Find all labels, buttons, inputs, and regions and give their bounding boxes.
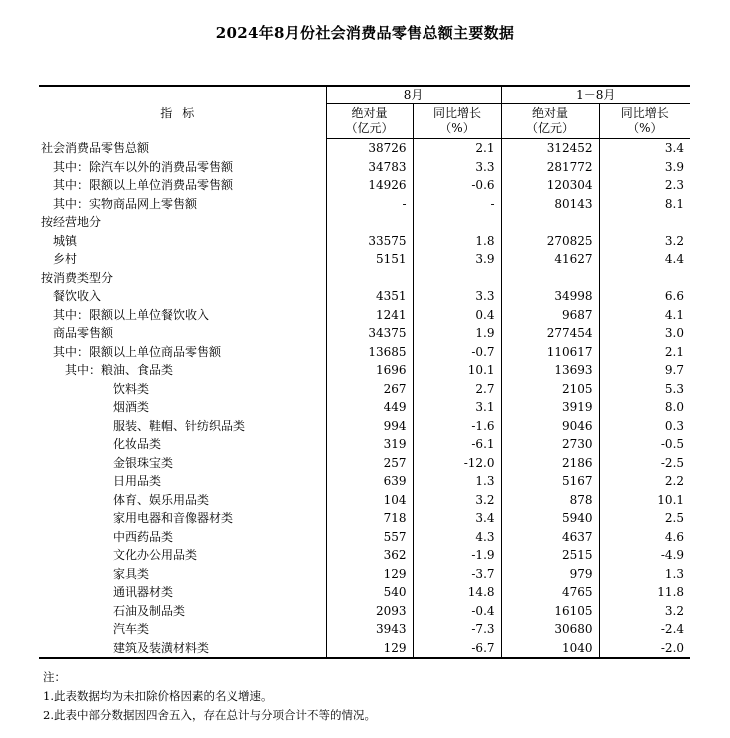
month-yoy-value: 3.3 — [413, 158, 501, 177]
month-yoy-value: 2.1 — [413, 139, 501, 158]
cumulative-yoy-value: 3.0 — [599, 324, 690, 343]
row-name: 其中：限额以上单位餐饮收入 — [39, 306, 326, 325]
note-2: 2.此表中部分数据因四舍五入，存在总计与分项合计不等的情况。 — [43, 708, 376, 722]
table-row — [39, 380, 690, 399]
month-abs-value — [326, 269, 413, 288]
table-row — [39, 269, 690, 288]
table-row — [39, 250, 690, 269]
cumulative-abs-value — [501, 269, 599, 288]
cumulative-yoy-value — [599, 269, 690, 288]
month-yoy-value: -0.4 — [413, 602, 501, 621]
month-yoy-value: -0.6 — [413, 176, 501, 195]
cumulative-abs-value: 9687 — [501, 306, 599, 325]
month-abs-value: 5151 — [375, 252, 407, 266]
cumulative-abs-value: 2730 — [501, 435, 599, 454]
table-row — [39, 472, 690, 491]
cumulative-yoy-value: 6.6 — [599, 287, 690, 306]
month-abs-value: 14926 — [368, 178, 407, 192]
cumulative-abs-header — [501, 104, 599, 139]
month-abs-value: 1241 — [375, 307, 407, 322]
cumulative-abs-value: 80143 — [501, 195, 599, 214]
month-abs-value: 319 — [383, 437, 407, 451]
row-name: 其中：粮油、食品类 — [39, 361, 326, 380]
month-abs-value: 557 — [383, 529, 407, 544]
cumulative-yoy-value: 8.1 — [599, 195, 690, 214]
month-yoy-header — [413, 104, 501, 139]
cumulative-yoy-value: 2.5 — [599, 509, 690, 528]
row-name: 体育、娱乐用品类 — [39, 491, 326, 510]
cumulative-yoy-header — [599, 104, 690, 139]
header-row-groups — [39, 86, 690, 104]
month-yoy-value: -1.6 — [413, 417, 501, 436]
month-abs-value: 540 — [383, 585, 407, 599]
row-name: 按消费类型分 — [39, 269, 326, 288]
month-yoy-value: 0.4 — [413, 306, 501, 325]
month-yoy-value: 3.1 — [413, 398, 501, 417]
row-name: 社会消费品零售总额 — [39, 139, 326, 158]
table-row — [39, 158, 690, 177]
month-abs-value: 718 — [383, 511, 407, 525]
page-title: 2024年8月份社会消费品零售总额主要数据 — [215, 24, 515, 42]
row-name: 其中：限额以上单位消费品零售额 — [39, 176, 326, 195]
month-yoy-value: -3.7 — [413, 565, 501, 584]
row-name: 石油及制品类 — [39, 602, 326, 621]
month-abs-unit: （亿元） — [345, 121, 394, 135]
cumulative-yoy-value: 4.4 — [599, 250, 690, 269]
cumulative-yoy-value: 11.8 — [599, 583, 690, 602]
retail-sales-table — [39, 85, 690, 659]
row-name: 建筑及装潢材料类 — [39, 639, 326, 659]
cumulative-yoy-value: -2.4 — [599, 620, 690, 639]
cumulative-abs-value: 281772 — [501, 158, 599, 177]
cumulative-yoy-value: 3.2 — [599, 232, 690, 251]
month-yoy-value: 3.4 — [413, 509, 501, 528]
cumulative-abs-value: 2105 — [501, 380, 599, 399]
month-yoy-label: 同比增长 — [433, 106, 482, 120]
cumulative-yoy-value: 10.1 — [599, 491, 690, 510]
row-name: 通讯器材类 — [39, 583, 326, 602]
month-abs-value: 104 — [383, 492, 407, 507]
cumulative-group-header: 1－8月 — [501, 86, 690, 104]
table-row — [39, 639, 690, 659]
row-name: 烟酒类 — [39, 398, 326, 417]
cumulative-abs-value: 13693 — [501, 361, 599, 380]
month-yoy-unit: （%） — [439, 121, 475, 135]
cumulative-yoy-value: -4.9 — [599, 546, 690, 565]
footnotes — [43, 668, 376, 725]
month-group-header: 8月 — [326, 86, 501, 104]
cumulative-abs-unit: （亿元） — [526, 121, 575, 135]
month-abs-value — [326, 213, 413, 232]
month-yoy-value: 1.9 — [413, 324, 501, 343]
table-row — [39, 306, 690, 325]
month-yoy-value: 2.7 — [413, 380, 501, 399]
table-row — [39, 509, 690, 528]
month-yoy-value: -6.1 — [413, 435, 501, 454]
month-abs-value: 129 — [383, 566, 407, 581]
month-abs-value: 129 — [326, 639, 413, 659]
month-yoy-value: -6.7 — [413, 639, 501, 659]
cumulative-abs-value: 120304 — [501, 176, 599, 195]
cumulative-abs-value: 312452 — [501, 139, 599, 158]
month-abs-value: 362 — [383, 548, 407, 562]
cumulative-yoy-value: 2.3 — [599, 176, 690, 195]
month-yoy-value: 1.3 — [413, 472, 501, 491]
row-name: 服装、鞋帽、针纺织品类 — [39, 417, 326, 436]
cumulative-yoy-value: 9.7 — [599, 361, 690, 380]
cumulative-yoy-label: 同比增长 — [620, 106, 669, 120]
month-abs-value: - — [402, 196, 407, 211]
month-yoy-value: 3.3 — [413, 287, 501, 306]
note-1: 1.此表数据均为未扣除价格因素的名义增速。 — [43, 689, 273, 703]
cumulative-abs-value — [501, 213, 599, 232]
cumulative-abs-value: 2515 — [501, 546, 599, 565]
month-abs-value: 267 — [383, 381, 407, 396]
month-abs-value: 34375 — [368, 326, 407, 340]
month-abs-value: 1696 — [375, 363, 407, 377]
row-name: 其中：除汽车以外的消费品零售额 — [39, 158, 326, 177]
table-row — [39, 491, 690, 510]
row-name: 城镇 — [39, 232, 326, 251]
cumulative-abs-value: 16105 — [501, 602, 599, 621]
row-name: 金银珠宝类 — [39, 454, 326, 473]
table-row — [39, 232, 690, 251]
table-row — [39, 602, 690, 621]
cumulative-yoy-value: 1.3 — [599, 565, 690, 584]
cumulative-abs-value: 979 — [501, 565, 599, 584]
cumulative-yoy-value: 5.3 — [599, 380, 690, 399]
month-yoy-value: 3.9 — [413, 250, 501, 269]
cumulative-yoy-value: 3.9 — [599, 158, 690, 177]
table-row — [39, 565, 690, 584]
cumulative-abs-value: 110617 — [501, 343, 599, 362]
row-name: 文化办公用品类 — [39, 546, 326, 565]
table-row — [39, 620, 690, 639]
table-row — [39, 213, 690, 232]
cumulative-yoy-value: 2.1 — [599, 343, 690, 362]
cumulative-abs-label: 绝对量 — [532, 106, 569, 120]
table-row — [39, 324, 690, 343]
cumulative-abs-value: 270825 — [501, 232, 599, 251]
month-abs-value: 34783 — [368, 159, 407, 174]
cumulative-abs-value: 9046 — [501, 417, 599, 436]
cumulative-yoy-value: 4.1 — [599, 306, 690, 325]
table-row — [39, 417, 690, 436]
row-name: 日用品类 — [39, 472, 326, 491]
month-abs-value: 13685 — [368, 344, 407, 359]
row-name: 乡村 — [39, 250, 326, 269]
row-name: 家具类 — [39, 565, 326, 584]
cumulative-abs-value: 34998 — [501, 287, 599, 306]
month-yoy-value: -0.7 — [413, 343, 501, 362]
table-body — [39, 139, 690, 659]
cumulative-yoy-value — [599, 213, 690, 232]
indicator-header: 指标 — [39, 86, 326, 139]
month-yoy-value: 4.3 — [413, 528, 501, 547]
month-abs-value: 639 — [383, 474, 407, 488]
month-abs-value: 33575 — [368, 233, 407, 248]
table-row — [39, 139, 690, 158]
row-name: 中西药品类 — [39, 528, 326, 547]
month-yoy-value: 10.1 — [413, 361, 501, 380]
cumulative-yoy-value: 2.2 — [599, 472, 690, 491]
month-yoy-value: 14.8 — [413, 583, 501, 602]
row-name: 按经营地分 — [39, 213, 326, 232]
cumulative-abs-value: 4765 — [501, 583, 599, 602]
row-name: 饮料类 — [39, 380, 326, 399]
table-row — [39, 176, 690, 195]
cumulative-yoy-value: -2.5 — [599, 454, 690, 473]
row-name: 汽车类 — [39, 620, 326, 639]
cumulative-abs-value: 41627 — [501, 250, 599, 269]
month-yoy-value — [413, 269, 501, 288]
month-yoy-value — [413, 213, 501, 232]
cumulative-yoy-unit: （%） — [627, 121, 663, 135]
cumulative-abs-value: 3919 — [501, 398, 599, 417]
month-yoy-value: 1.8 — [413, 232, 501, 251]
table-row — [39, 361, 690, 380]
row-name: 化妆品类 — [39, 435, 326, 454]
cumulative-yoy-value: 3.2 — [599, 602, 690, 621]
cumulative-abs-value: 2186 — [501, 454, 599, 473]
month-abs-value: 257 — [383, 455, 407, 470]
cumulative-abs-value: 30680 — [501, 620, 599, 639]
month-abs-value: 994 — [383, 418, 407, 433]
table-row — [39, 583, 690, 602]
cumulative-yoy-value: 8.0 — [599, 398, 690, 417]
table-row — [39, 343, 690, 362]
cumulative-yoy-value: 3.4 — [599, 139, 690, 158]
table-row — [39, 195, 690, 214]
month-abs-value: 2093 — [375, 603, 407, 618]
table-row — [39, 546, 690, 565]
month-abs-value: 4351 — [375, 289, 407, 303]
table-row — [39, 287, 690, 306]
row-name: 商品零售额 — [39, 324, 326, 343]
cumulative-yoy-value: 0.3 — [599, 417, 690, 436]
month-abs-value: 3943 — [375, 622, 407, 636]
cumulative-abs-value: 1040 — [501, 639, 599, 659]
row-name: 餐饮收入 — [39, 287, 326, 306]
month-yoy-value: 3.2 — [413, 491, 501, 510]
table-row — [39, 398, 690, 417]
row-name: 其中：限额以上单位商品零售额 — [39, 343, 326, 362]
table-row — [39, 528, 690, 547]
month-yoy-value: -7.3 — [413, 620, 501, 639]
cumulative-abs-value: 878 — [501, 491, 599, 510]
cumulative-abs-value: 5167 — [501, 472, 599, 491]
table-row — [39, 454, 690, 473]
month-yoy-value: -1.9 — [413, 546, 501, 565]
cumulative-abs-value: 5940 — [501, 509, 599, 528]
cumulative-yoy-value: 4.6 — [599, 528, 690, 547]
row-name: 家用电器和音像器材类 — [39, 509, 326, 528]
month-abs-header — [326, 104, 413, 139]
notes-heading: 注： — [43, 670, 66, 684]
row-name: 其中：实物商品网上零售额 — [39, 195, 326, 214]
cumulative-abs-value: 277454 — [501, 324, 599, 343]
table-row — [39, 435, 690, 454]
month-yoy-value: -12.0 — [413, 454, 501, 473]
cumulative-yoy-value: -0.5 — [599, 435, 690, 454]
month-abs-label: 绝对量 — [351, 106, 388, 120]
month-yoy-value: - — [413, 195, 501, 214]
month-abs-value: 38726 — [368, 141, 407, 155]
month-abs-value: 449 — [383, 400, 407, 414]
cumulative-yoy-value: -2.0 — [599, 639, 690, 659]
cumulative-abs-value: 4637 — [501, 528, 599, 547]
